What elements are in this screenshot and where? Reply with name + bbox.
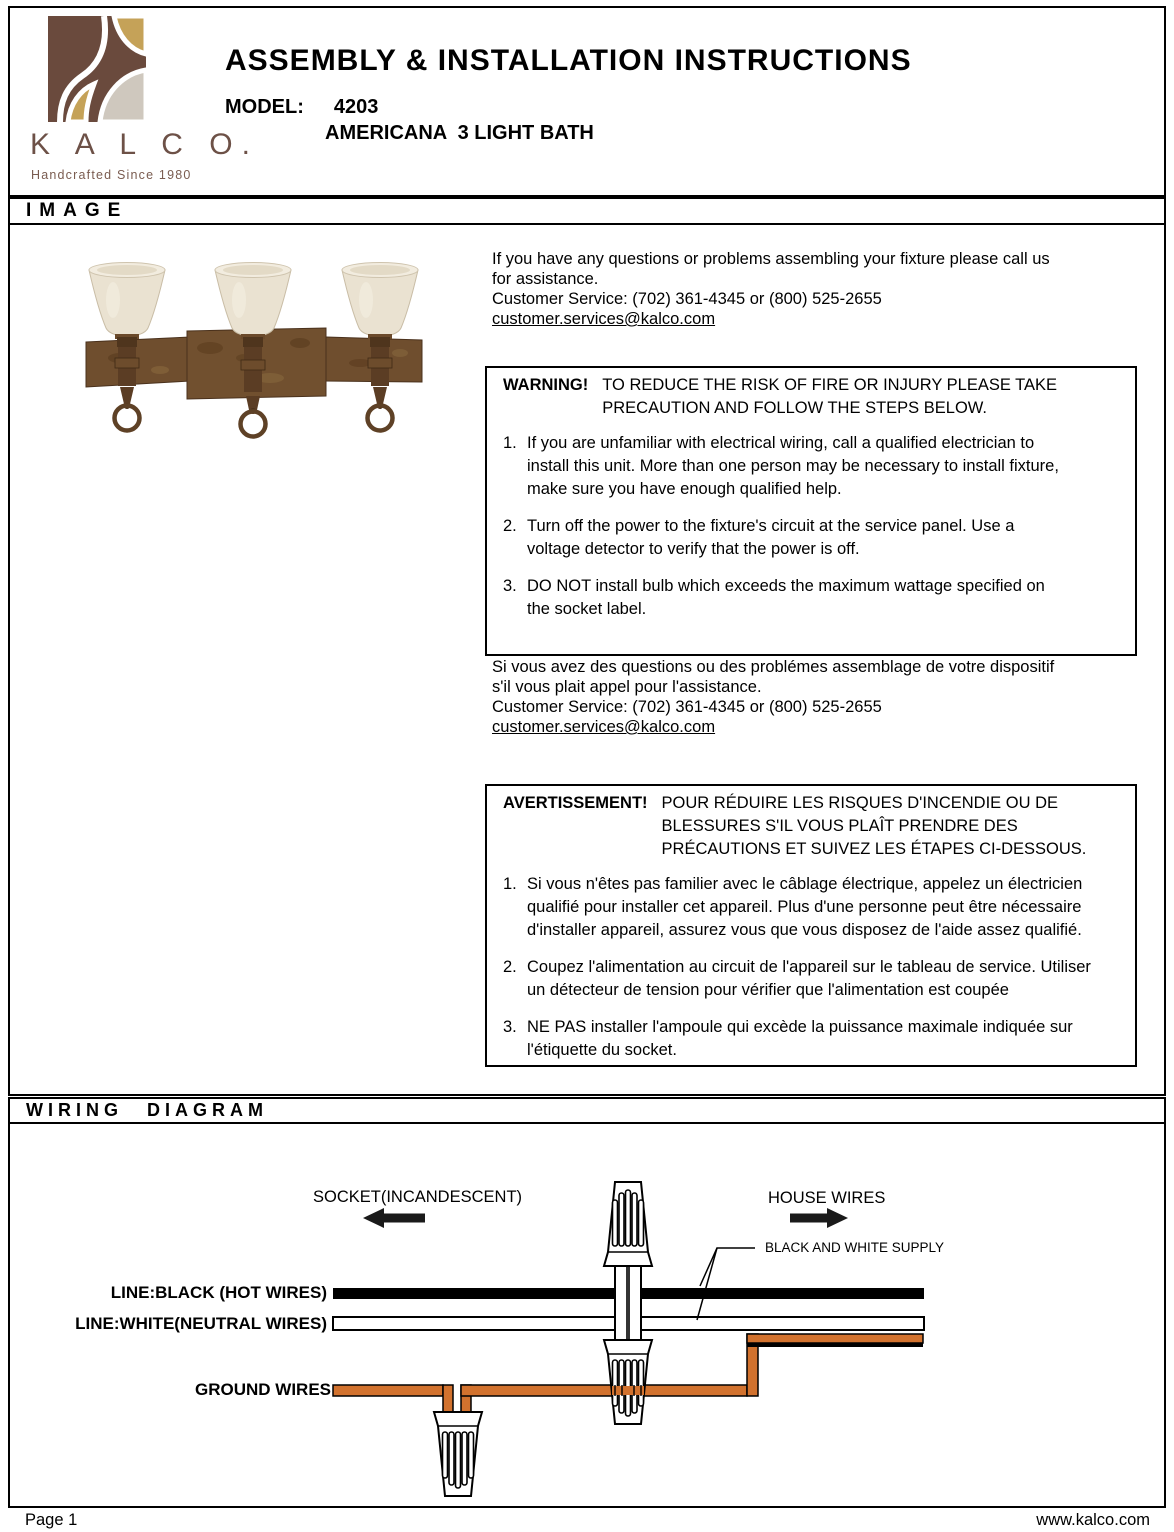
contact-line: If you have any questions or problems assembling your fixture please call us	[492, 250, 1050, 268]
brand-name: K A L C O.	[30, 128, 259, 161]
header	[8, 6, 1166, 197]
model-row	[225, 96, 378, 119]
page-number: Page 1	[25, 1511, 78, 1529]
model-label: MODEL:	[225, 96, 304, 118]
section-bar-wiring-label: WIRING DIAGRAM	[26, 1100, 268, 1120]
house-wires-label: HOUSE WIRES	[768, 1189, 886, 1207]
ground-wire-overlay	[612, 1385, 644, 1396]
warning-step: 1. Si vous n'êtes pas familier avec le câblage électrique, appelez un électricien qualifié pour installer cet appareil. Plus d'une personne peut être nécessaire d'installer appareil, assurez vous que vous disposez de l'aide assez qualifié.	[503, 875, 1083, 939]
contact-line: Customer Service: (702) 361-4345 or (800) 525-2655	[492, 698, 882, 716]
page-title: ASSEMBLY & INSTALLATION INSTRUCTIONS	[225, 44, 912, 77]
fixture-photo	[60, 238, 480, 443]
socket-label: SOCKET(INCANDESCENT)	[313, 1188, 523, 1206]
warning-heading: TO REDUCE THE RISK OF FIRE OR INJURY PLEASE TAKE PRECAUTION AND FOLLOW THE STEPS BELOW.	[602, 376, 1058, 417]
supply-label: BLACK AND WHITE SUPPLY	[765, 1240, 945, 1255]
warning-step: 3. DO NOT install bulb which exceeds the maximum wattage specified on the socket label.	[503, 577, 1045, 618]
warning-step: 2. Turn off the power to the fixture's circuit at the service panel. Use a voltage detector to verify that the power is off.	[503, 517, 1015, 558]
warning-step: 1. If you are unfamiliar with electrical wiring, call a qualified electrician to install this unit. More than one person may be necessary to install fixture, make sure you have enough qualified help.	[503, 434, 1059, 498]
wiring-diagram	[10, 1124, 1164, 1504]
kalco-logo-icon	[48, 16, 146, 122]
warning-heading: POUR RÉDUIRE LES RISQUES D'INCENDIE OU DE BLESSURES S'IL VOUS PLAÎT PRENDRE DES PRÉCAUTIONS ET SUIVEZ LES ÉTAPES CI-DESSOUS.	[661, 794, 1087, 858]
contact-line: for assistance.	[492, 270, 599, 288]
warning-step: 3. NE PAS installer l'ampoule qui excède la puissance maximale indiquée sur l'étiquette du socket.	[503, 1018, 1073, 1059]
warning-label: WARNING!	[503, 376, 589, 394]
line-black-label: LINE:BLACK (HOT WIRES)	[110, 1283, 327, 1302]
contact-text-fr	[492, 657, 1054, 737]
contact-line: Customer Service: (702) 361-4345 or (800) 525-2655	[492, 290, 882, 308]
wiring-section	[8, 1124, 1166, 1508]
warning-box-en	[485, 366, 1137, 656]
ground-wires-label: GROUND WIRES	[195, 1380, 331, 1399]
warning-label: AVERTISSEMENT!	[503, 794, 648, 812]
contact-email-link[interactable]: customer.services@kalco.com	[492, 718, 716, 736]
line-white-label: LINE:WHITE(NEUTRAL WIRES)	[75, 1314, 327, 1333]
fixture-shades	[89, 263, 418, 348]
section-bar-image-label: IMAGE	[26, 200, 129, 221]
contact-line: s'il vous plait appel pour l'assistance.	[492, 678, 762, 696]
junction-wires	[614, 1266, 642, 1340]
contact-text-en	[492, 249, 1050, 329]
section-bar-wiring	[8, 1097, 1166, 1124]
warning-step: 2. Coupez l'alimentation au circuit de l'appareil sur le tableau de service. Utiliser un détecteur de tension pour vérifier que l'alimentation est coupée	[503, 958, 1091, 999]
brand-tagline: Handcrafted Since 1980	[31, 168, 192, 182]
image-section	[8, 225, 1166, 1096]
contact-line: Si vous avez des questions ou des problémes assemblage de votre dispositif	[492, 658, 1055, 676]
contact-email-link[interactable]: customer.services@kalco.com	[492, 310, 716, 328]
model-name: AMERICANA 3 LIGHT BATH	[325, 122, 594, 144]
website-url: www.kalco.com	[1036, 1511, 1150, 1529]
model-number: 4203	[333, 96, 379, 118]
warning-box-fr	[485, 784, 1137, 1067]
section-bar-image	[8, 197, 1166, 225]
